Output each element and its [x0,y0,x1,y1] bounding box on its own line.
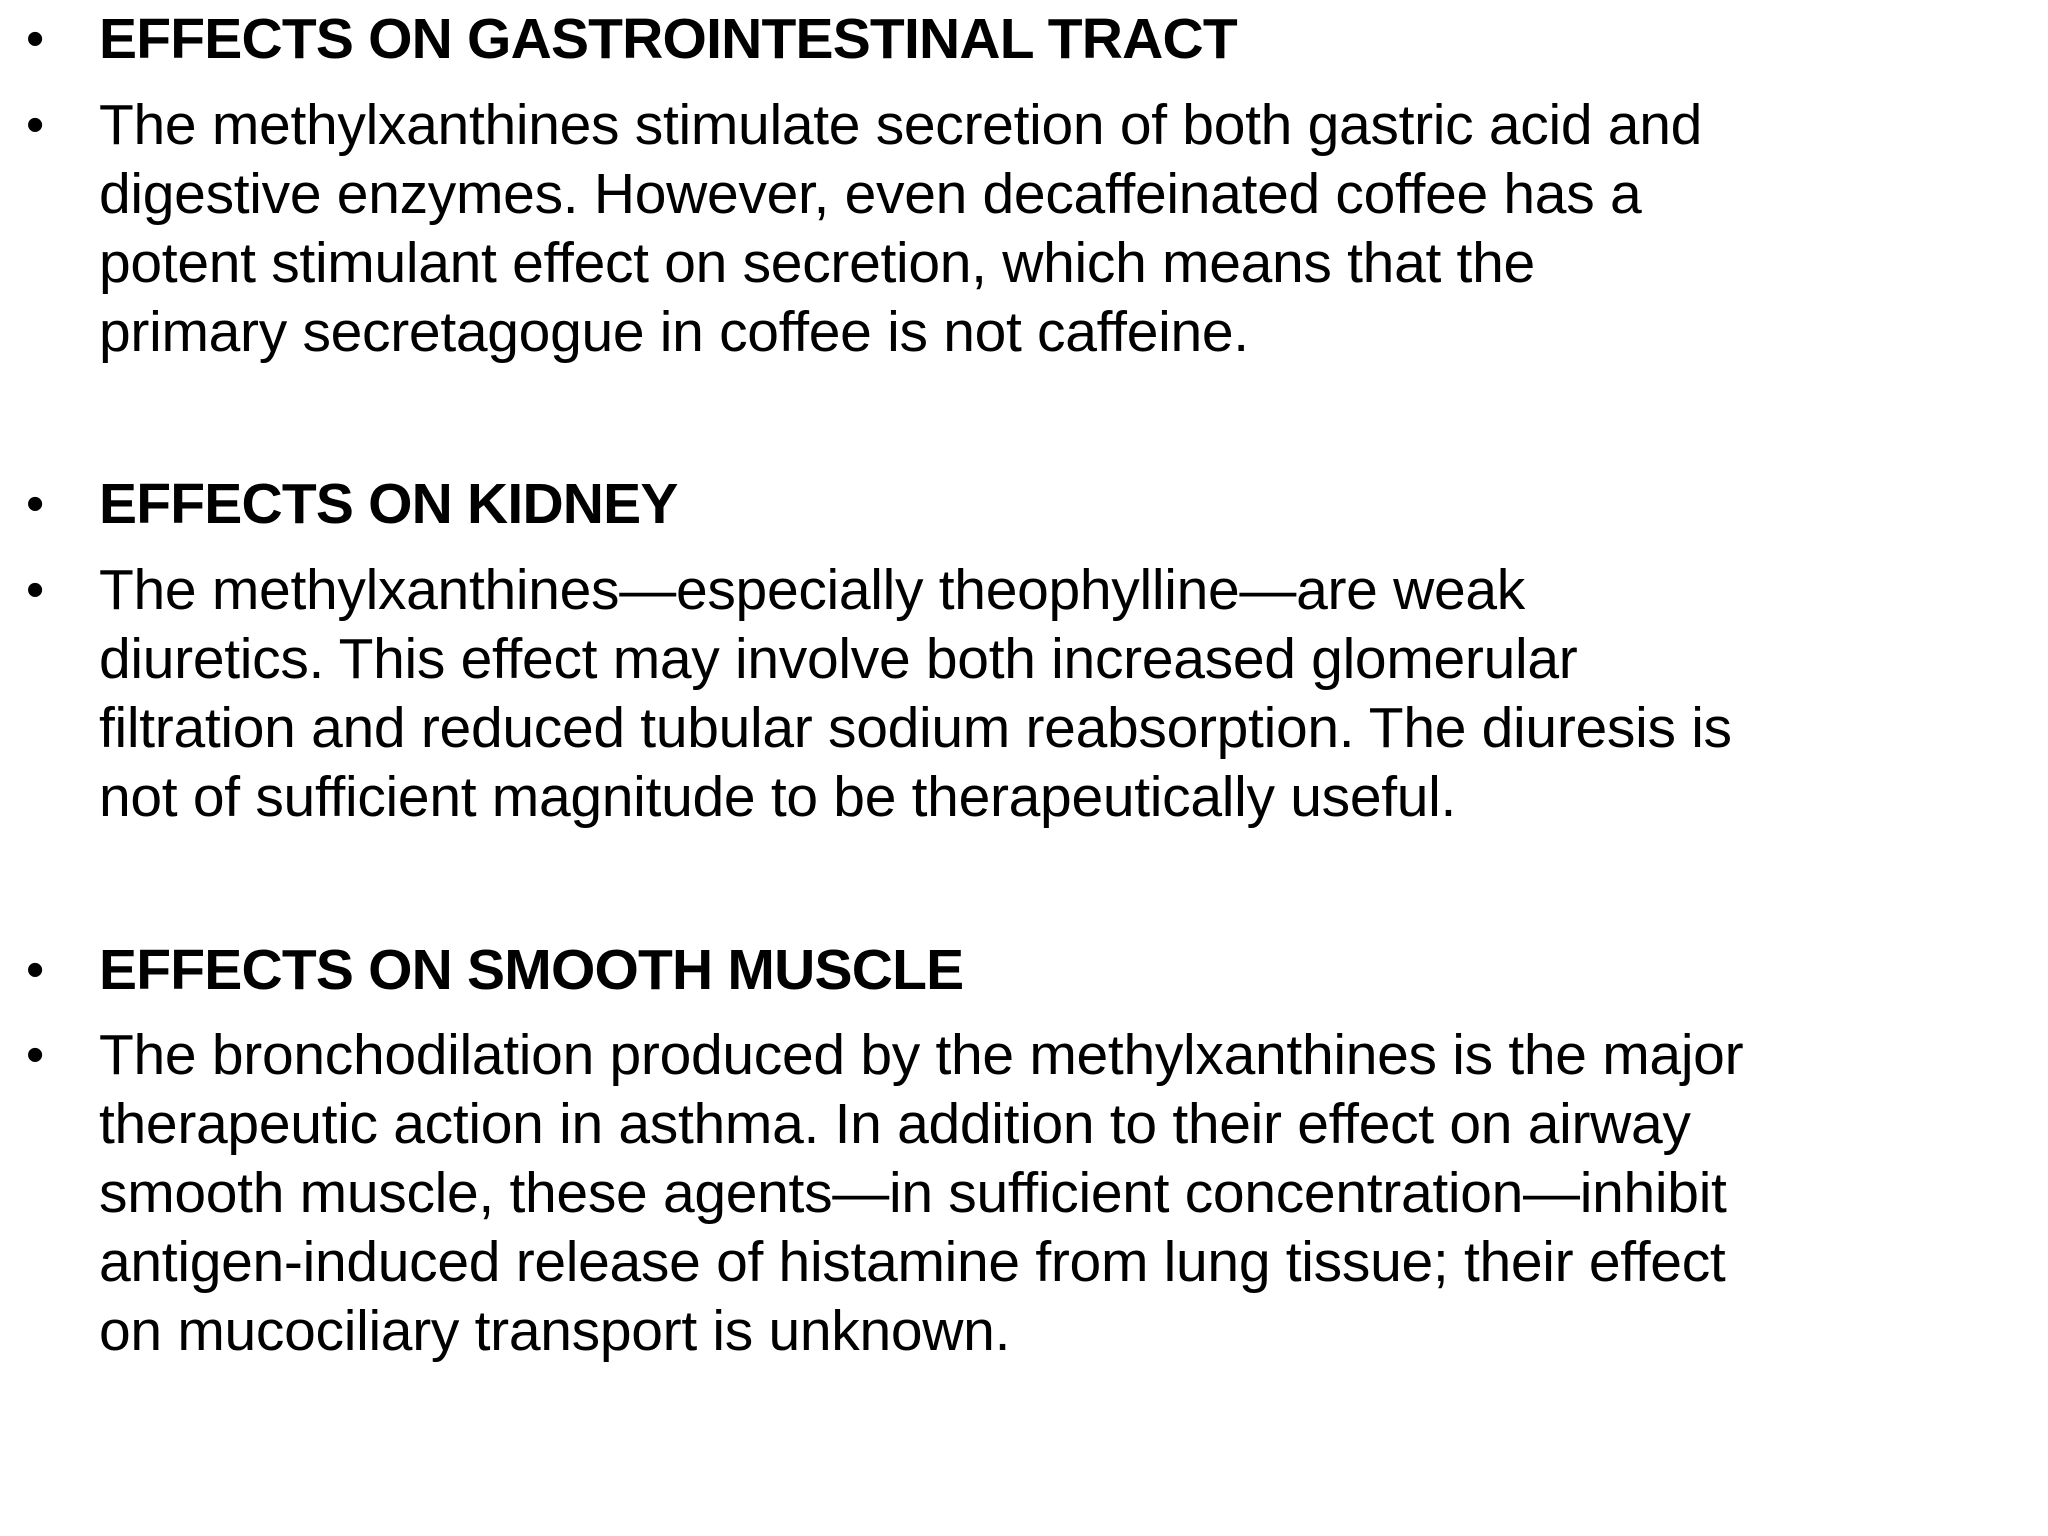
bullet-icon: • [26,475,45,533]
body-line: filtration and reduced tubular sodium reabsorption. The diuresis is [99,696,1732,760]
heading-text: EFFECTS ON SMOOTH MUSCLE [99,938,964,1002]
body-line: digestive enzymes. However, even decaffeinated coffee has a [99,162,1642,226]
body-line: therapeutic action in asthma. In addition to their effect on airway [99,1092,1691,1156]
body-line: The methylxanthines stimulate secretion of both gastric acid and [99,93,1702,157]
heading-text: EFFECTS ON KIDNEY [99,472,678,536]
body-line: diuretics. This effect may involve both increased glomerular [99,627,1578,691]
bullet-icon: • [26,941,45,999]
body-line: smooth muscle, these agents—in sufficient concentration—inhibit [99,1161,1727,1225]
body-line: on mucociliary transport is unknown. [99,1299,1011,1363]
bullet-icon: • [26,1026,45,1084]
body-line: not of sufficient magnitude to be therapeutically useful. [99,765,1457,829]
bullet-icon: • [26,561,45,619]
body-line: The bronchodilation produced by the methylxanthines is the major [99,1023,1744,1087]
body-paragraph [99,556,2039,832]
body-line: primary secretagogue in coffee is not caffeine. [99,300,1249,364]
body-paragraph [99,1021,2039,1366]
heading-text: EFFECTS ON GASTROINTESTINAL TRACT [99,7,1237,71]
body-line: potent stimulant effect on secretion, which means that the [99,231,1535,295]
bullet-icon: • [26,96,45,154]
bullet-icon: • [26,10,45,68]
body-line: antigen-induced release of histamine from lung tissue; their effect [99,1230,1726,1294]
body-line: The methylxanthines—especially theophylline—are weak [99,558,1525,622]
body-paragraph [99,91,2039,367]
